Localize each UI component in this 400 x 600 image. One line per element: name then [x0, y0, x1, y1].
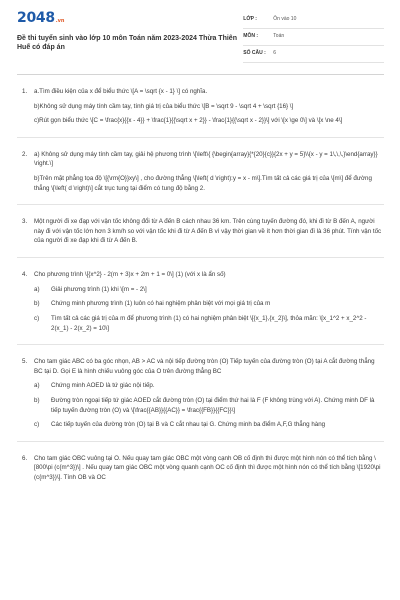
question-part: Cho tam giác OBC vuông tại O. Nếu quay tam giác OBC một vòng cạnh OB cố định thì được một hình nón có thể tích bằng \[800\pi (c{m^3})\] . Nếu quay tam giác OBC một vòng quanh cạnh OC cố định thì được một hình nón có thể tích bằng \[1920\pi (c{m^3})\]. Tính OB và OC [34, 454, 381, 482]
question-divider [17, 257, 384, 258]
question-2 [17, 150, 384, 198]
question-intro: Cho tam giác ABC có ba góc nhọn, AB > AC và nội tiếp đường tròn (O) Tiếp tuyến của đường tròn (O) tại A cắt đường thẳng BC tại D. Gọi E là hình chiếu vuông góc của O trên đường thẳng BC [34, 358, 375, 375]
meta-info [243, 12, 384, 66]
question-body [34, 87, 384, 131]
question-divider [17, 344, 384, 345]
logo-domain: .vn [55, 18, 65, 24]
sub-question [34, 396, 384, 415]
question-body [34, 454, 384, 488]
site-logo[interactable] [17, 8, 243, 30]
question-6 [17, 454, 384, 488]
sub-label: b) [34, 300, 40, 308]
sub-text: Giải phương trình (1) khi \[m = - 2\] [51, 285, 147, 293]
question-5 [17, 357, 384, 435]
sub-question [34, 420, 384, 430]
sub-label: c) [34, 314, 40, 322]
sub-text: Các tiếp tuyến của đường tròn (O) tại B và C cắt nhau tại G. Chứng minh ba điểm A,F,G thẳng hàng [51, 421, 326, 429]
meta-value: 6 [273, 50, 277, 57]
page-title: Đề thi tuyển sinh vào lớp 10 môn Toán năm 2023-2024 Thừa Thiên Huế có đáp án [17, 34, 237, 52]
question-divider [17, 137, 384, 138]
meta-value: Ôn vào 10 [273, 16, 297, 23]
sub-text: Chứng minh AOED là tứ giác nội tiếp. [51, 382, 155, 390]
question-part: Một người đi xe đạp với vận tốc không đổi từ A đến B cách nhau 36 km. Trên cùng tuyến đường đó, khi đi từ B đến A, người này đi với vận tốc lớn hơn 3 km/h so với vận tốc khi đi từ A đến B vì vậy thời gian về ít hơn thời gian đi là 36 phút. Tính vận tốc của người đi xe đạp khi đi từ A đến B. [34, 218, 382, 245]
meta-value: Toán [273, 33, 285, 40]
header-divider [17, 74, 384, 75]
question-4 [17, 270, 384, 338]
question-1 [17, 87, 384, 131]
sub-question [34, 381, 384, 391]
sub-label: c) [34, 421, 40, 429]
sub-label: b) [34, 396, 40, 404]
question-body [34, 357, 384, 435]
question-3 [17, 217, 384, 251]
question-intro: Cho phương trình \[{x^2} - 2(m + 3)x + 2m + 1 = 0\] (1) (với x là ẩn số) [34, 271, 226, 279]
question-divider [17, 204, 384, 205]
question-body [34, 150, 384, 198]
sub-label: a) [34, 285, 40, 293]
question-number: 4. [22, 271, 28, 279]
question-number: 2. [22, 150, 28, 158]
meta-row-count [243, 46, 384, 63]
sub-text: Đường tròn ngoại tiếp tứ giác AOED cắt đường tròn (O) tại điểm thứ hai là F (F không trùng với A). Chứng minh DF là tiếp tuyến đường tròn (O) và \[\frac{{AB}}{{AC}} = \frac{{FB}}{{FC}}\] [51, 396, 375, 414]
question-part: a.Tìm điều kiện của x để biểu thức \[A = \sqrt {x - 1} \] có nghĩa. [34, 88, 208, 95]
question-part: c)Rút gọn biểu thức \[C = \frac{x}{{x - 4}} + \frac{1}{{\sqrt x + 2}} - \frac{1}{{\sqrt x - 2}}\] với \[x \ge 0\] và \[x \ne 4\] [34, 117, 343, 125]
sub-question [34, 299, 384, 309]
sub-text: Tìm tất cả các giá trị của m để phương trình (1) có hai nghiệm phân biệt \[{x_1},{x_2}\], thỏa mãn: \[x_1^2 + x_2^2 - 2(x_1) - 2(x_2) = 10\] [51, 314, 367, 332]
logo-text: 2048 [17, 10, 55, 26]
meta-row-class [243, 12, 384, 29]
question-body [34, 270, 384, 338]
header [17, 0, 384, 66]
meta-label: MÔN : [243, 33, 259, 40]
question-part: b)Trên mặt phẳng tọa độ \[{\rm{O}}xy\] , cho đường thẳng \[\left( d \right):y = x - m\].Tìm tất cả các giá trị của \[m\] để đường thẳng \[\left( d \right)\] cắt trục tung tại điểm có tung độ bằng 2. [34, 175, 372, 192]
question-number: 3. [22, 218, 28, 226]
sub-question [34, 285, 384, 295]
question-divider [17, 441, 384, 442]
meta-label: LỚP : [243, 16, 257, 23]
sub-text: Chứng minh phương trình (1) luôn có hai nghiệm phân biệt với mọi giá trị của m [51, 300, 271, 308]
question-body [34, 217, 384, 251]
meta-label: SỐ CÂU : [243, 50, 266, 57]
question-part: a) Không sử dụng máy tính cầm tay, giải hệ phương trình \[\left\{ {\begin{array}{*{20}{c}}{2x + y = 5}\\{x - y = 1\,\,\,}\end{array}} \right.\] [34, 150, 378, 168]
question-number: 5. [22, 358, 28, 366]
question-part: b)Không sử dụng máy tính cầm tay, tính giá trị của biểu thức \[B = \sqrt 9 - \sqrt 4 + \sqrt {16} \] [34, 102, 294, 110]
sub-label: a) [34, 382, 40, 390]
sub-question [34, 314, 384, 333]
brand [17, 8, 243, 66]
question-number: 6. [22, 454, 28, 462]
question-number: 1. [22, 88, 28, 95]
meta-row-subject [243, 29, 384, 46]
